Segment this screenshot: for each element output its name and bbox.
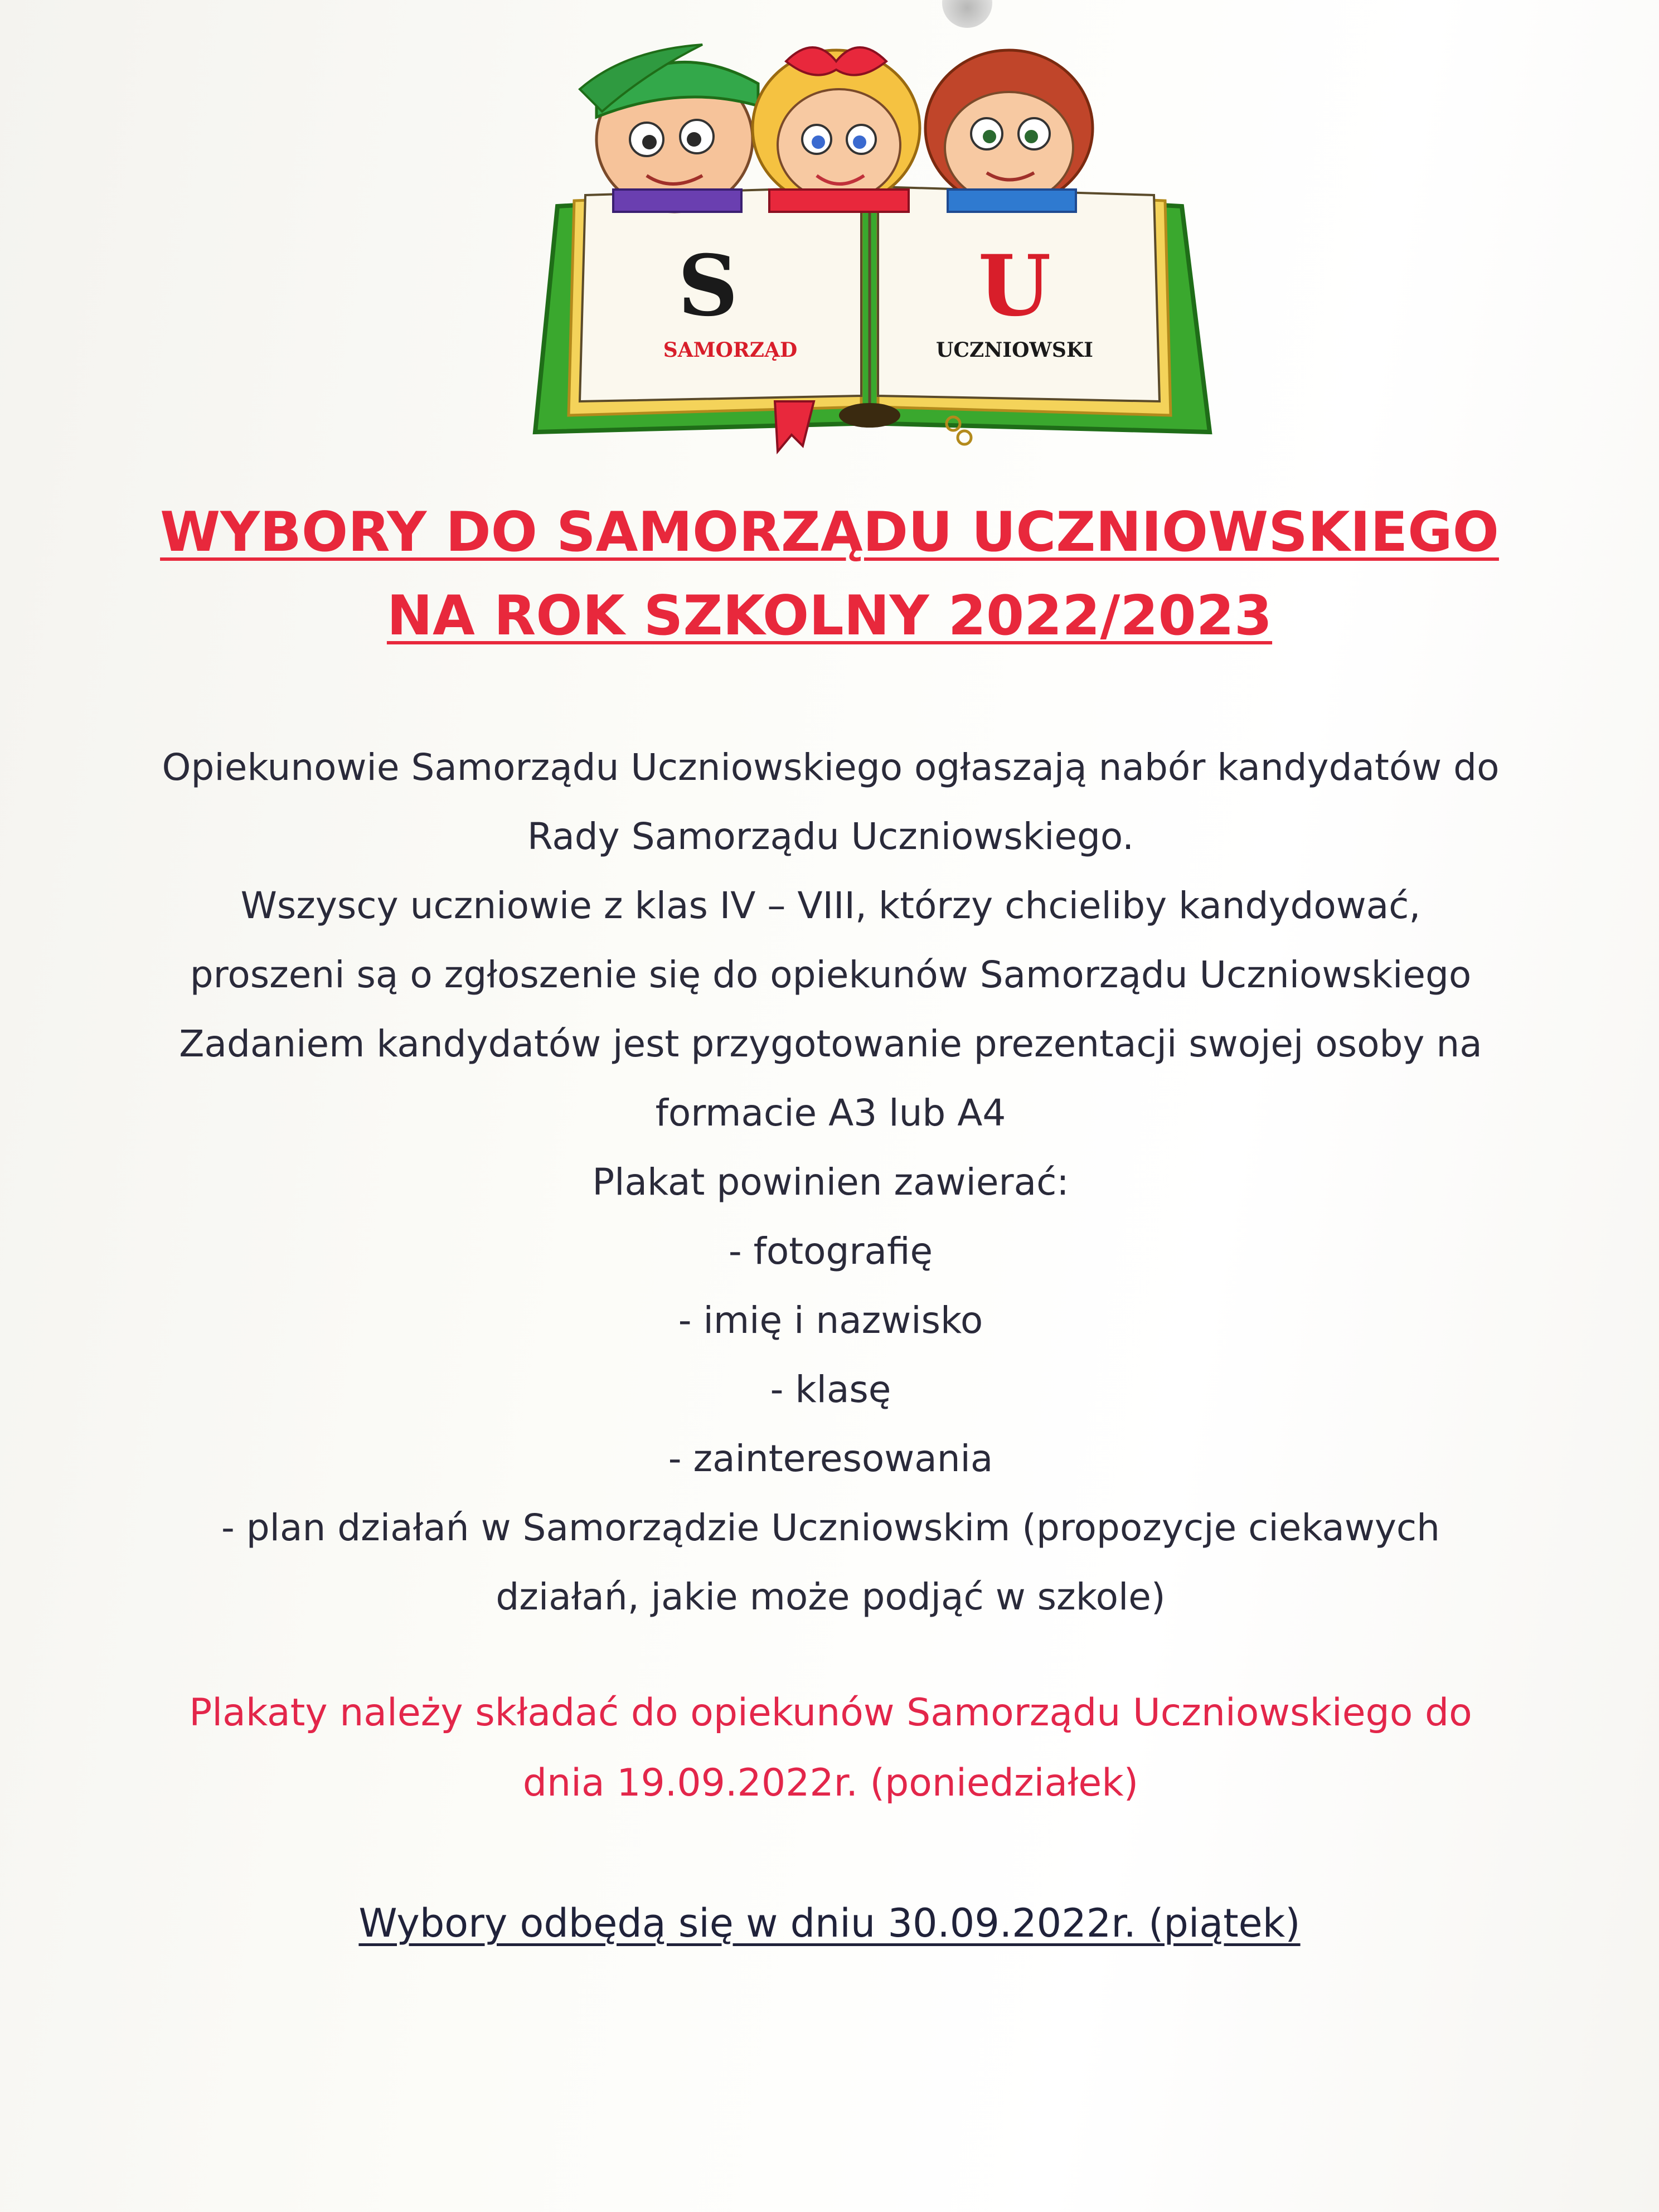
body-line: Rady Samorządu Uczniowskiego. [527,815,1134,858]
deadline-line-1: Plakaty należy składać do opiekunów Samorządu Uczniowskiego do [189,1691,1472,1735]
logo-word-uczniowski: UCZNIOWSKI [936,338,1093,362]
deadline-line-2: dnia 19.09.2022r. (poniedziałek) [522,1761,1139,1805]
logo-word-samorzad: SAMORZĄD [663,338,798,362]
list-item: - fotografię [728,1230,933,1273]
list-item: - zainteresowania [668,1437,993,1480]
body-line: Wszyscy uczniowie z klas IV – VIII, którzy chcieliby kandydować, [240,884,1421,927]
body-line: Opiekunowie Samorządu Uczniowskiego ogłaszają nabór kandydatów do [162,746,1500,789]
election-date: Wybory odbędą się w dniu 30.09.2022r. (piątek) [358,1900,1301,1946]
logo-letter-s: S [677,237,739,335]
list-item: - plan działań w Samorządzie Uczniowskim (propozycje ciekawych [221,1506,1440,1549]
body-line: Plakat powinien zawierać: [592,1161,1069,1204]
body-line: formacie A3 lub A4 [655,1092,1006,1134]
announcement-body [100,733,1561,1632]
body-line: Zadaniem kandydatów jest przygotowanie prezentacji swojej osoby na [179,1022,1482,1065]
deadline-notice [100,1678,1561,1818]
heading-line-2: NA ROK SZKOLNY 2022/2023 [386,584,1273,648]
list-item: - klasę [770,1368,891,1411]
heading-line-1: WYBORY DO SAMORZĄDU UCZNIOWSKIEGO [160,501,1499,564]
list-item: - imię i nazwisko [678,1299,983,1342]
logo-letter-u: U [978,237,1051,335]
body-line: proszeni są o zgłoszenie się do opiekunów Samorządu Uczniowskiego [190,953,1472,996]
list-item: działań, jakie może podjąć w szkole) [496,1575,1166,1618]
samorzad-uczniowski-logo [524,22,1215,457]
